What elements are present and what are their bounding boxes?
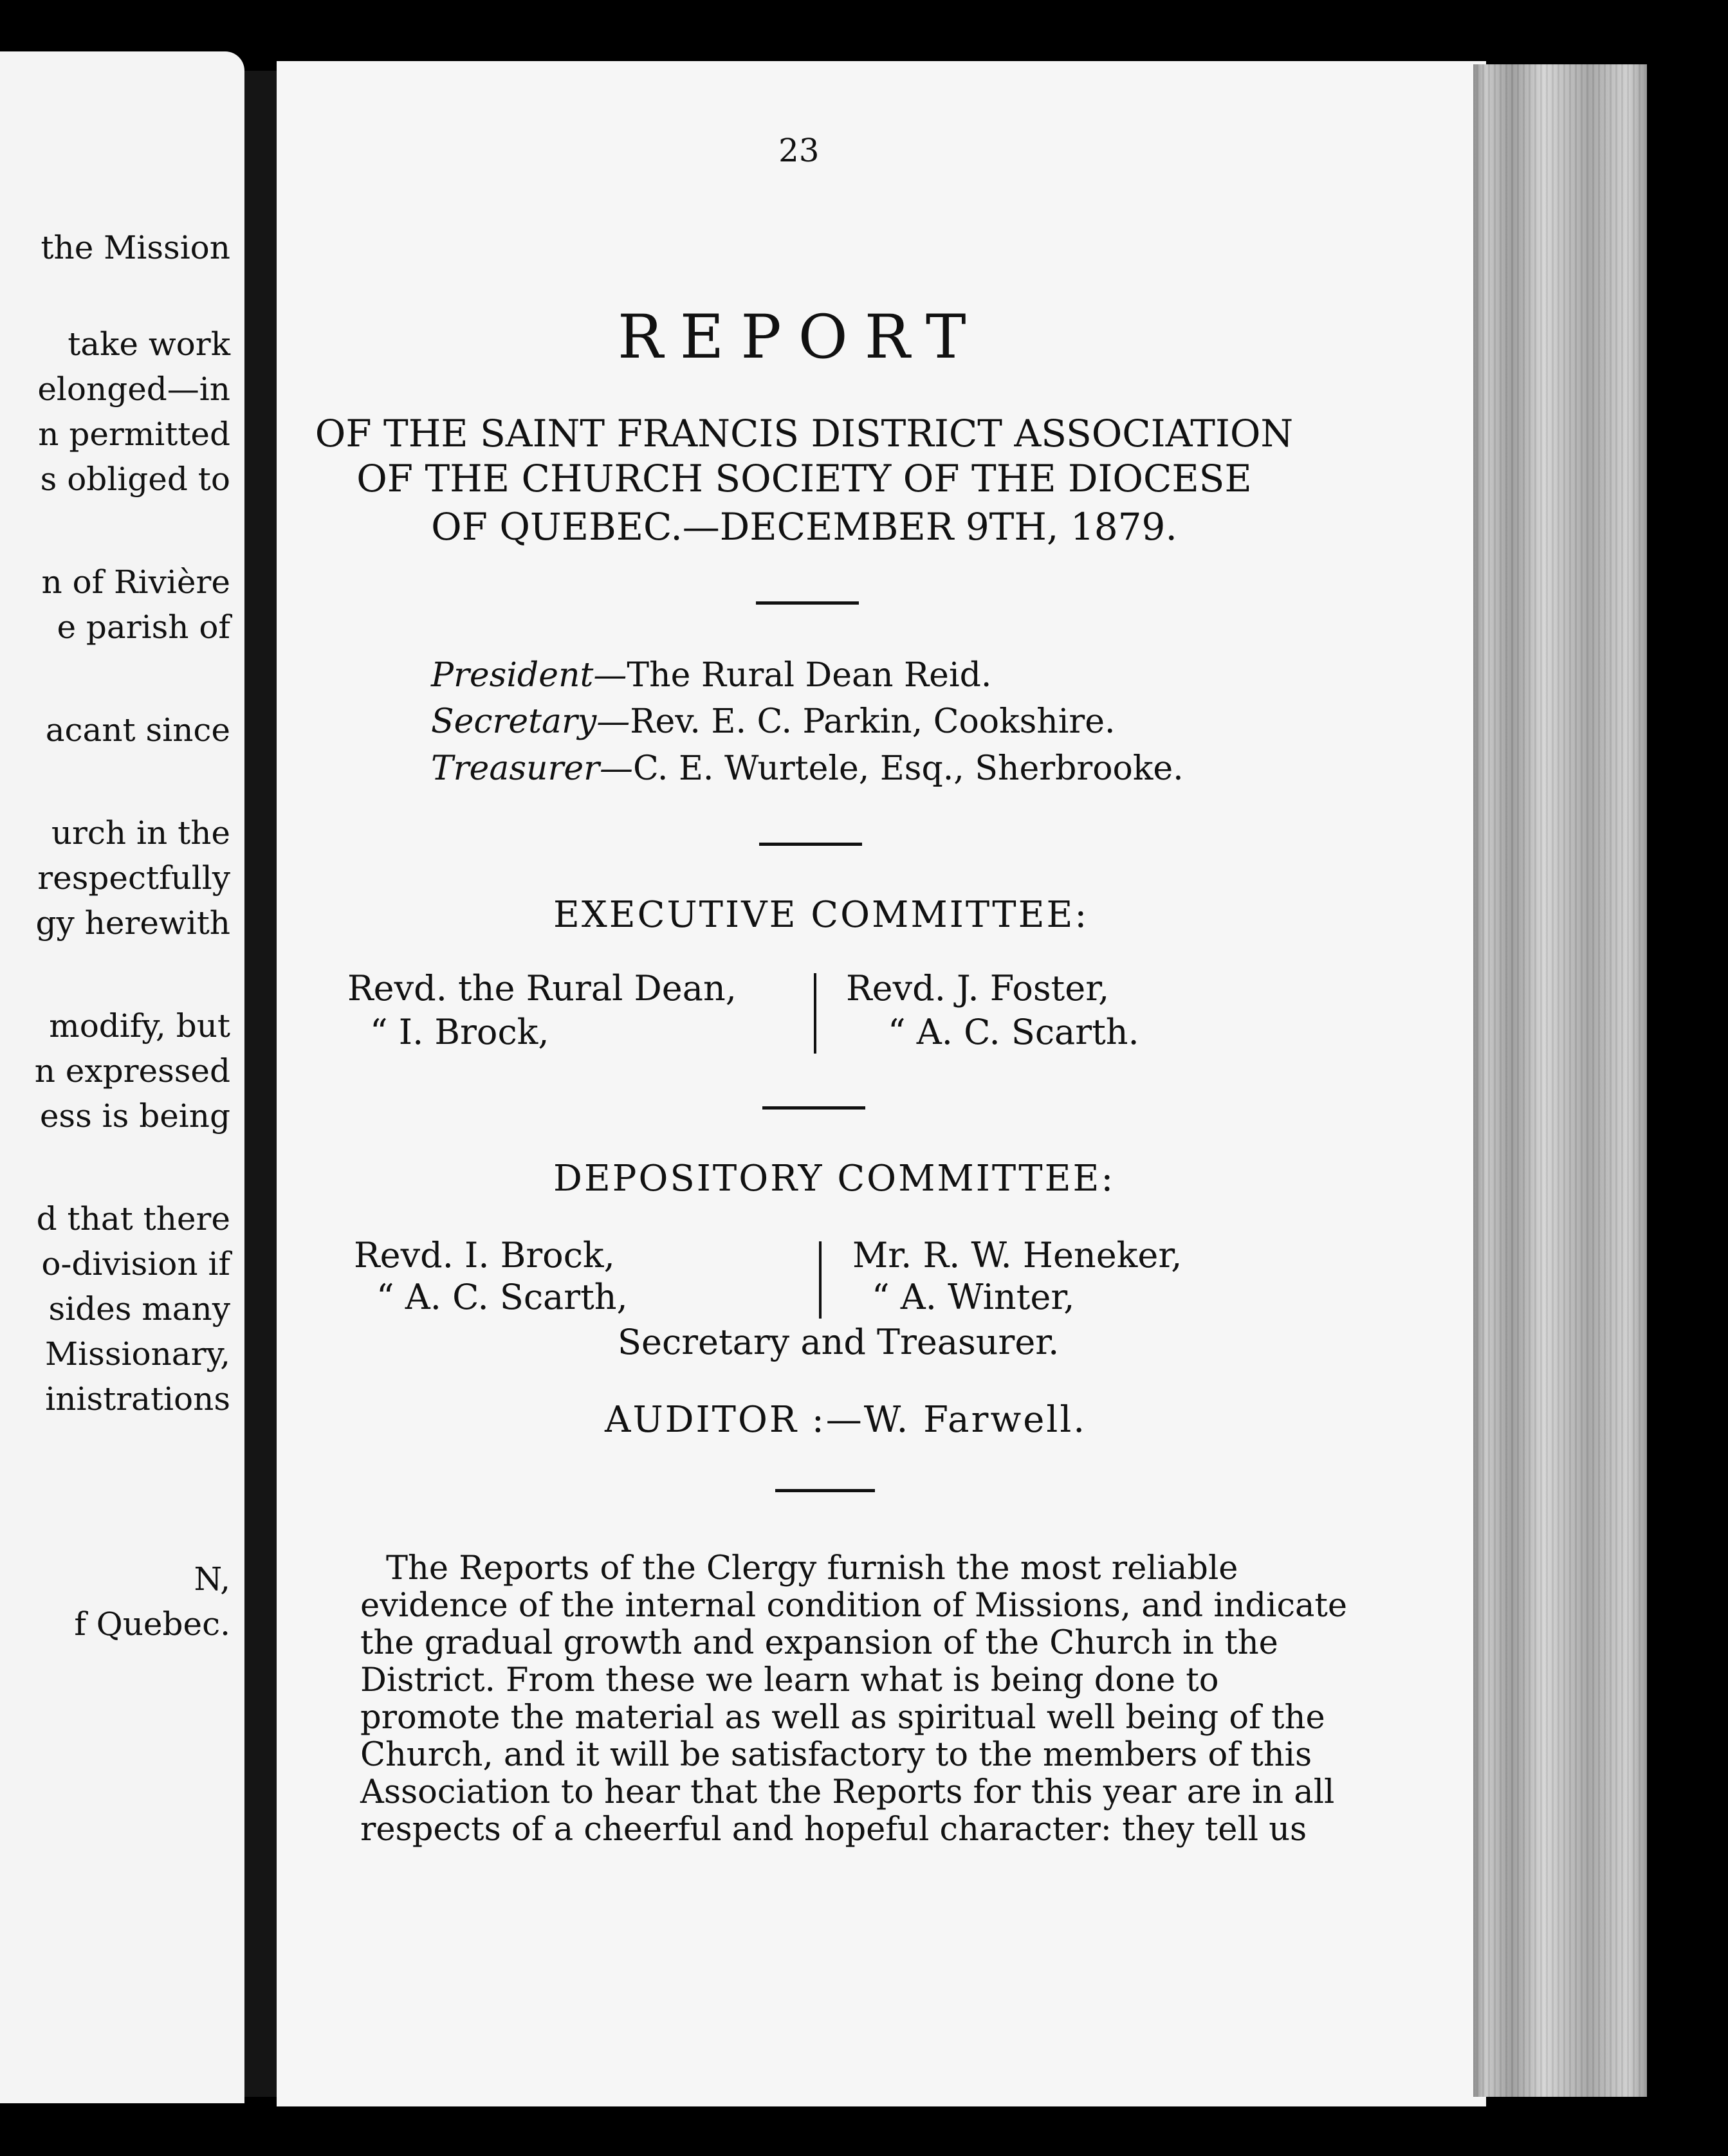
- section-divider: [756, 601, 859, 605]
- body-line: promote the material as well as spiritual well being of the: [360, 1699, 1325, 1737]
- left-page-line: sides many: [48, 1290, 230, 1328]
- subtitle-line: OF THE SAINT FRANCIS DISTRICT ASSOCIATION: [315, 412, 1294, 455]
- secretary-label: Secretary—: [431, 702, 630, 741]
- left-page-line: d that there: [36, 1200, 230, 1238]
- body-line: District. From these we learn what is being done to: [360, 1661, 1219, 1699]
- subtitle-line: OF QUEBEC.—DECEMBER 9TH, 1879.: [431, 505, 1177, 549]
- secretary-line: [431, 702, 1116, 741]
- left-page-line: gy herewith: [35, 904, 230, 942]
- executive-left-member: “ I. Brock,: [370, 1012, 549, 1052]
- left-page-line: Missionary,: [44, 1335, 230, 1373]
- left-page-line: modify, but: [49, 1007, 230, 1045]
- treasurer-line: [431, 749, 1184, 788]
- treasurer-label: Treasurer—: [431, 749, 633, 788]
- right-page: [277, 61, 1486, 2106]
- executive-left-member: Revd. the Rural Dean,: [347, 968, 737, 1009]
- depository-right-member: Mr. R. W. Heneker,: [852, 1235, 1182, 1275]
- left-page-line: inistrations: [45, 1380, 230, 1418]
- secretary-value: Rev. E. C. Parkin, Cookshire.: [630, 702, 1116, 741]
- body-line: Association to hear that the Reports for this year are in all: [360, 1773, 1335, 1811]
- section-divider: [762, 1106, 865, 1110]
- left-page-line: elonged—in: [37, 370, 230, 408]
- left-page-line: urch in the: [51, 814, 230, 852]
- left-page: [0, 51, 244, 2103]
- book-gutter: [244, 71, 277, 2097]
- executive-right-member: “ A. C. Scarth.: [888, 1012, 1139, 1052]
- left-page-line: N,: [194, 1560, 230, 1598]
- column-separator: [814, 973, 816, 1054]
- body-line: The Reports of the Clergy furnish the most reliable: [386, 1549, 1238, 1587]
- executive-committee-heading: EXECUTIVE COMMITTEE:: [553, 894, 1089, 936]
- subtitle-line: OF THE CHURCH SOCIETY OF THE DIOCESE: [356, 457, 1252, 500]
- left-page-line: e parish of: [57, 608, 230, 646]
- depository-committee-heading: DEPOSITORY COMMITTEE:: [553, 1158, 1116, 1200]
- left-page-line: ess is being: [39, 1097, 230, 1135]
- left-page-line: o-division if: [41, 1245, 230, 1283]
- body-paragraph: [360, 1549, 1348, 1849]
- column-separator: [819, 1241, 822, 1319]
- section-divider: [759, 843, 862, 846]
- body-line: Church, and it will be satisfactory to the members of this: [360, 1736, 1312, 1774]
- left-page-line: f Quebec.: [74, 1605, 230, 1643]
- section-divider: [775, 1489, 875, 1492]
- depository-left-member: Revd. I. Brock,: [354, 1235, 615, 1275]
- page-number: 23: [778, 132, 820, 169]
- depository-right-member: “ A. Winter,: [872, 1277, 1075, 1317]
- left-page-line: acant since: [45, 711, 230, 749]
- left-page-line: the Mission: [41, 229, 230, 266]
- president-value: The Rural Dean Reid.: [627, 656, 992, 695]
- report-title: REPORT: [618, 302, 983, 372]
- treasurer-value: C. E. Wurtele, Esq., Sherbrooke.: [632, 749, 1184, 788]
- left-page-line: n of Rivière: [41, 563, 230, 601]
- body-line: the gradual growth and expansion of the Church in the: [360, 1624, 1278, 1662]
- depository-role: Secretary and Treasurer.: [618, 1322, 1060, 1362]
- left-page-line: take work: [68, 325, 230, 363]
- executive-right-member: Revd. J. Foster,: [846, 968, 1110, 1009]
- left-page-line: respectfully: [37, 859, 230, 897]
- body-line: evidence of the internal condition of Missions, and indicate: [360, 1587, 1348, 1625]
- president-label: President—: [431, 656, 627, 695]
- auditor-line: AUDITOR :—W. Farwell.: [605, 1399, 1087, 1441]
- left-page-line: n permitted: [38, 416, 230, 453]
- body-line: respects of a cheerful and hopeful character: they tell us: [360, 1811, 1307, 1849]
- left-page-line: s obliged to: [40, 461, 230, 498]
- depository-left-member: “ A. C. Scarth,: [376, 1277, 628, 1317]
- president-line: [431, 656, 991, 695]
- left-page-line: n expressed: [34, 1052, 230, 1090]
- book-page-edges-texture: [1476, 64, 1644, 2097]
